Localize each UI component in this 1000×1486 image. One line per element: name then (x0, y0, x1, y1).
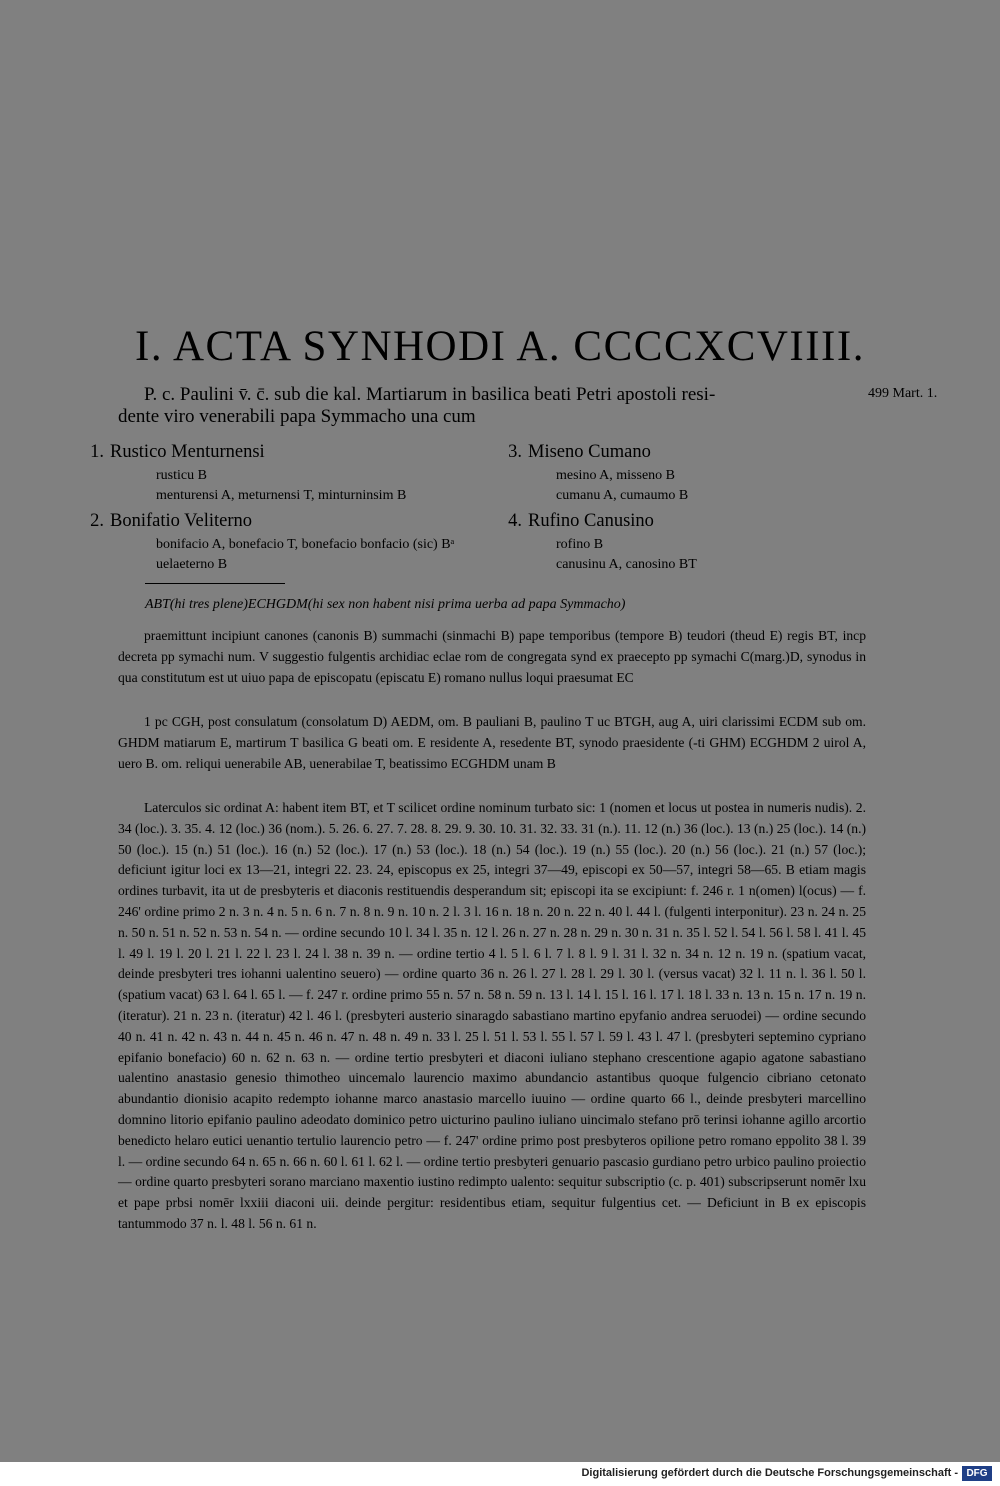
entry-4 (492, 511, 654, 532)
entry-number: 2. (90, 511, 104, 531)
entry-name: Rufino Canusino (528, 511, 654, 531)
apparatus-paragraph-1: praemittunt incipiunt canones (canonis B) summachi (sinmachi B) pape temporibus (tempore B) teudori (theud E) regis BT, incp decreta pp symachi num. V suggestio fulgentis archidiac eclae rom de congregata synd ex praecepto pp symachi C(marg.)D, synodus in qua constitutum est ut uiuo papa de episcopatu (episcatu E) romano nullus loqui praesumat EC (118, 628, 866, 685)
apparatus-block (118, 626, 866, 688)
entry-variant: uelaeterno B (156, 557, 228, 572)
entry-variant: rusticu B (156, 468, 207, 483)
entry-number: 3. (508, 442, 522, 462)
entry-number: 4. (508, 511, 522, 531)
apparatus-paragraph-3: Laterculos sic ordinat A: habent item BT, et T scilicet ordine nominum turbato sic: 1 (nomen et locus ut postea in numeris nudis). 2. 34 (loc.). 3. 35. 4. 12 (loc.) 36 (nom.). 5. 26. 6. 27. 7. 28. 8. 29. 9. 30. 10. 31. 32. 33. 31 (n.). 11. 12 (n.) 36 (loc.). 13 (n.) 25 (loc.). 14 (n.) 50 (loc.). 15 (n.) 51 (loc.). 16 (n.) 52 (loc.). 17 (n.) 53 (loc.). 18 (n.) 54 (loc.). 19 (n.) 55 (loc.). 20 (n.) 56 (loc.). 21 (n.) 57 (loc.); deficiunt igitur loci ex 13—21, integri 22. 23. 24, episcopus ex 25, integri 37—49, episcopi ex 50—57, integri 58—65. B etiam magis ordines turbavit, ita ut de presbyteris et diaconis restituendis desperandum sit; episcopi ita se excipiunt: f. 246 r. 1 n(omen) l(ocus) — f. 246' ordine primo 2 n. 3 n. 4 n. 5 n. 6 n. 7 n. 8 n. 9 n. 10 n. 2 l. 3 l. 16 n. 18 n. 20 n. 22 n. 40 l. 44 l. (fulgenti interponitur). 23 n. 24 n. 25 n. 50 n. 51 n. 52 n. 53 n. 54 n. — ordine secundo 10 l. 34 l. 35 n. 12 l. 26 n. 27 n. 28 n. 29 n. 30 n. 31 n. 35 l. 52 l. 54 l. 56 l. 58 l. 41 l. 45 l. 49 l. 19 l. 20 l. 21 l. 22 l. 23 l. 24 l. 38 n. 39 n. — ordine tertio 4 l. 5 l. 6 l. 7 l. 8 l. 9 l. 31 l. 32 n. 34 n. 12 n. 19 n. (spatium vacat, deinde presbyteri tres iohanni ualentino seuero) — ordine quarto 36 n. 26 l. 27 l. 28 l. 29 l. 30 l. (versus vacat) 32 l. 11 n. l. 36 l. 50 l. (spatium vacat) 63 l. 64 l. 65 l. — f. 247 r. ordine primo 55 n. 57 n. 58 n. 59 n. 13 l. 14 l. 15 l. 16 l. 17 l. 18 l. 33 n. 13 n. 15 n. 17 n. 19 n. (iteratur). 21 n. 23 n. (iteratur) 42 l. 46 l. (presbyteri austerio sinaragdo sabastiano martino epyfanio andrea seruodei) — ordine secundo 40 n. 41 n. 42 n. 43 n. 44 n. 45 n. 46 n. 47 n. 48 n. 49 n. 33 l. 25 l. 51 l. 53 l. 55 l. 57 l. 59 l. 43 l. 47 l. (presbyteri septemino cypriano epifanio bonefacio) 60 n. 62 n. 63 n. — ordine tertio presbyteri et diaconi iuliano stephano crescentione agapio agatone sabastiano ualentino anastasio genesio thimotheo uincemalo laurencio maximo abundancio astantibus quoque fulgencio cibriano cetonato abundantio dionisio acapito redempto iohanne marco anastasio marcello iuuino — ordine quarto 66 l., deinde presbyteri marcellino domnino litorio epifanio paulino adeodato dominico petro uicturino paulino iuliano uincimalo stefano prō terinsi iohanne agillo arcortio benedicto helaro eutici uenantio tertulio laurencio petro — f. 247' ordine primo post presbyteros opilione petro romano eppolito 38 l. 39 l. — ordine secundo 64 n. 65 n. 66 n. 60 l. 61 l. 62 l. — ordine tertio presbyteri genuario pascasio gurdiano petro urbico paulino proiectio — ordine quarto presbyteri sorano marciano maxentio iustino redimpto ualento: sequitur subscriptio (c. p. 401) subscripserunt nomēr lxu et pape prbsi nomēr lxxiii diaconi uii. deinde pergitur: residentibus etiam, sequitur fulgentius cet. — Deficiunt in B ex episcopis tantummodo 37 n. l. 48 l. 56 n. 61 n. (118, 800, 866, 1231)
entry-1 (74, 442, 265, 463)
entry-variant: canusinu A, canosino BT (556, 557, 697, 572)
separator-rule (145, 583, 285, 584)
footer-bar (0, 1462, 1000, 1486)
entry-variant: rofino B (556, 537, 604, 552)
footer-credit: Digitalisierung gefördert durch die Deutsche Forschungsgemeinschaft - (581, 1467, 958, 1479)
entry-name: Miseno Cumano (528, 442, 651, 462)
entry-variant: menturensi A, meturnensi T, minturninsim B (156, 488, 407, 503)
margin-date: 499 Mart. 1. (868, 386, 938, 401)
apparatus-block (118, 712, 866, 774)
page-title: I. ACTA SYNHODI A. CCCCXCVIIII. (135, 323, 865, 370)
intro-paragraph (118, 384, 948, 428)
apparatus-block (118, 798, 866, 1235)
dfg-logo: DFG (962, 1466, 992, 1481)
entry-variant: cumanu A, cumaumo B (556, 488, 689, 503)
entry-variant: bonifacio A, bonefacio T, bonefacio bonfacio (sic) Bᵃ (156, 537, 455, 552)
intro-line-2: dente viro venerabili papa Symmacho una cum (118, 406, 476, 427)
entry-name: Bonifatio Veliterno (110, 511, 252, 531)
entry-variant: mesino A, misseno B (556, 468, 676, 483)
sigla-line: ABT(hi tres plene)ECHGDM(hi sex non habent nisi prima uerba ad papa Symmacho) (145, 597, 626, 612)
apparatus-paragraph-2: 1 pc CGH, post consulatum (consolatum D) AEDM, om. B pauliani B, paulino T uc BTGH, aug A, uiri clarissimi ECDM sub om. GHDM matiarum E, martirum T basilica G beati om. E residente A, resedente BT, synodo praesidente (-ti GHM) ECGHDM 2 uirol A, uero B. om. reliqui uenerabile AB, uenerabilae T, beatissimo ECGHDM unam B (118, 714, 866, 771)
entry-number: 1. (90, 442, 104, 462)
intro-line-1: P. c. Paulini v̄. c̄. sub die kal. Martiarum in basilica beati Petri apostoli resi- (144, 384, 716, 405)
entry-name: Rustico Menturnensi (110, 442, 265, 462)
entry-2 (74, 511, 252, 532)
entry-3 (492, 442, 651, 463)
